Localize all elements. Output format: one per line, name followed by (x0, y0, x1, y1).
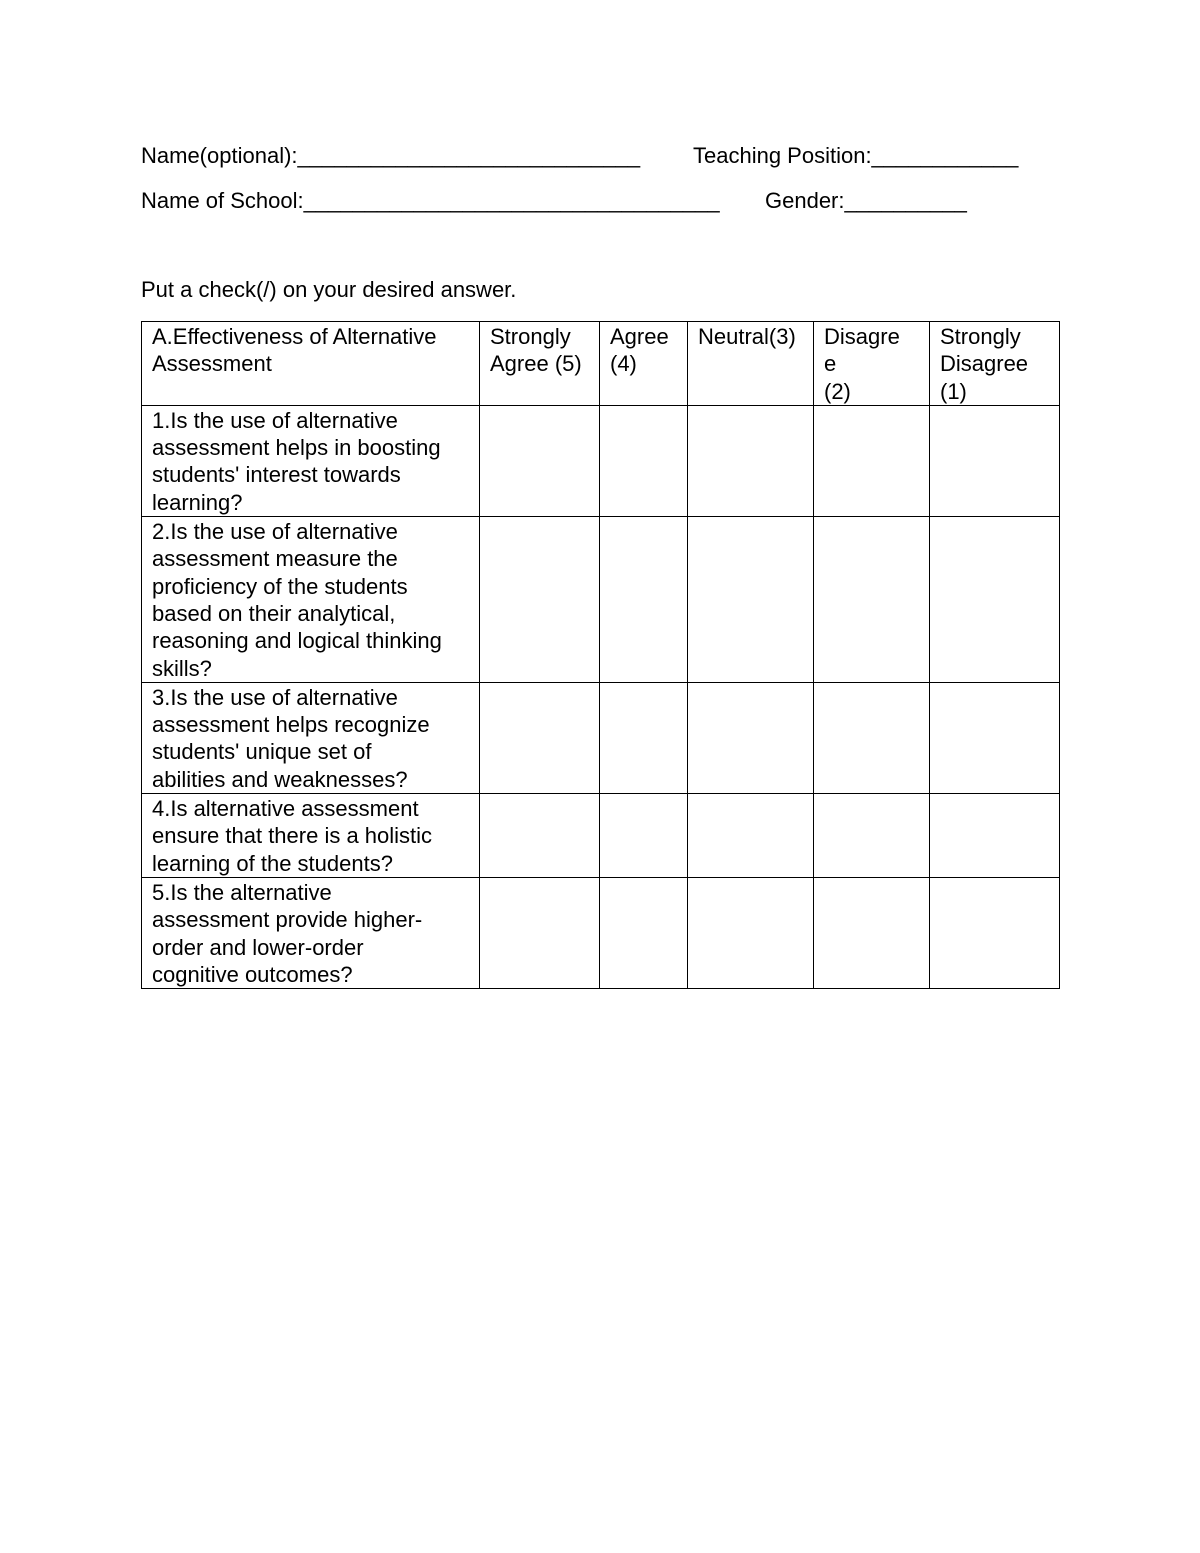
table-row (142, 405, 1060, 516)
question-5: 5.Is the alternative assessment provide higher- order and lower-order cognitive outcomes? (142, 877, 480, 988)
survey-table (141, 321, 1060, 989)
table-row (142, 517, 1060, 683)
q1-strongly-disagree-cell[interactable] (930, 405, 1060, 516)
question-1: 1.Is the use of alternative assessment helps in boosting students' interest towards learning? (142, 405, 480, 516)
teaching-position-field[interactable]: Teaching Position:____________ (693, 143, 1019, 168)
q3-strongly-disagree-cell[interactable] (930, 682, 1060, 793)
instruction-text: Put a check(/) on your desired answer. (141, 277, 517, 302)
school-name-field[interactable]: Name of School:__________________________________ (141, 188, 720, 213)
table-row (142, 682, 1060, 793)
q2-strongly-disagree-cell[interactable] (930, 517, 1060, 683)
q4-agree-cell[interactable] (600, 794, 688, 878)
q5-neutral-cell[interactable] (688, 877, 814, 988)
q4-strongly-agree-cell[interactable] (480, 794, 600, 878)
header-disagree: Disagre e (2) (814, 322, 930, 406)
q4-neutral-cell[interactable] (688, 794, 814, 878)
question-4: 4.Is alternative assessment ensure that there is a holistic learning of the students? (142, 794, 480, 878)
q3-agree-cell[interactable] (600, 682, 688, 793)
q5-strongly-disagree-cell[interactable] (930, 877, 1060, 988)
q2-strongly-agree-cell[interactable] (480, 517, 600, 683)
q3-neutral-cell[interactable] (688, 682, 814, 793)
q5-strongly-agree-cell[interactable] (480, 877, 600, 988)
q5-agree-cell[interactable] (600, 877, 688, 988)
header-strongly-agree: Strongly Agree (5) (480, 322, 600, 406)
gender-field[interactable]: Gender:__________ (765, 188, 967, 213)
header-neutral: Neutral(3) (688, 322, 814, 406)
q5-disagree-cell[interactable] (814, 877, 930, 988)
table-header-row (142, 322, 1060, 406)
q1-neutral-cell[interactable] (688, 405, 814, 516)
q1-strongly-agree-cell[interactable] (480, 405, 600, 516)
q2-disagree-cell[interactable] (814, 517, 930, 683)
question-3: 3.Is the use of alternative assessment helps recognize students' unique set of abilities and weaknesses? (142, 682, 480, 793)
q2-neutral-cell[interactable] (688, 517, 814, 683)
q4-disagree-cell[interactable] (814, 794, 930, 878)
header-strongly-disagree: Strongly Disagree (1) (930, 322, 1060, 406)
q3-strongly-agree-cell[interactable] (480, 682, 600, 793)
section-header: A.Effectiveness of Alternative Assessment (142, 322, 480, 406)
q4-strongly-disagree-cell[interactable] (930, 794, 1060, 878)
table-row (142, 877, 1060, 988)
name-field[interactable]: Name(optional):____________________________ (141, 143, 641, 168)
q1-disagree-cell[interactable] (814, 405, 930, 516)
table-row (142, 794, 1060, 878)
question-2: 2.Is the use of alternative assessment measure the proficiency of the students based on their analytical, reasoning and logical thinking skills? (142, 517, 480, 683)
header-agree: Agree (4) (600, 322, 688, 406)
q3-disagree-cell[interactable] (814, 682, 930, 793)
q2-agree-cell[interactable] (600, 517, 688, 683)
q1-agree-cell[interactable] (600, 405, 688, 516)
